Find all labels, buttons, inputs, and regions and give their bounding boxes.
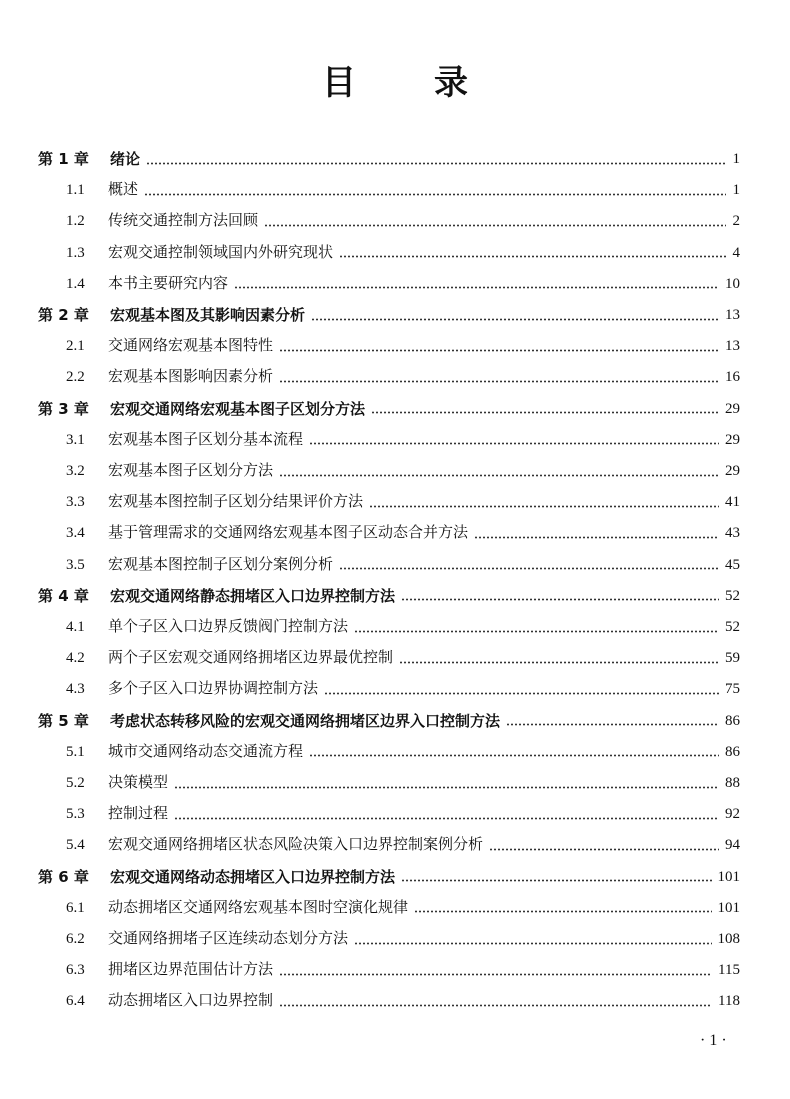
- toc-section-row[interactable]: [66, 799, 740, 829]
- toc-entry-title: 交通网络拥堵子区连续动态划分方法: [108, 931, 349, 947]
- dot-leader: [174, 785, 719, 789]
- dot-leader: [489, 847, 719, 851]
- dot-leader: [146, 161, 726, 165]
- toc-entry-page: 92: [725, 806, 740, 823]
- toc-entry-title: 宏观基本图控制子区划分案例分析: [108, 556, 334, 573]
- dot-leader: [339, 255, 726, 259]
- toc-section-row[interactable]: [66, 362, 740, 392]
- toc-chapter-row[interactable]: [38, 581, 740, 611]
- toc-entry-number: 6.3: [66, 962, 85, 979]
- toc-section-row[interactable]: [66, 269, 740, 299]
- toc-entry-number: 3.5: [66, 556, 85, 573]
- dot-leader: [174, 816, 719, 820]
- toc-entry-number: 3.3: [66, 494, 85, 511]
- toc-section-row[interactable]: [66, 456, 740, 486]
- dot-leader: [506, 723, 719, 727]
- dot-leader: [279, 473, 719, 477]
- dot-leader: [279, 1003, 712, 1007]
- toc-entry-title: 宏观交通网络动态拥堵区入口边界控制方法: [110, 867, 396, 886]
- toc-entry-number: 2.2: [66, 369, 85, 386]
- dot-leader: [264, 223, 726, 227]
- dot-leader: [369, 504, 719, 508]
- toc-entry-title: 本书主要研究内容: [108, 275, 229, 292]
- toc-entry-title: 单个子区入口边界反馈阀门控制方法: [108, 619, 349, 635]
- toc-entry-title: 宏观交通控制领域国内外研究现状: [108, 244, 334, 261]
- toc-section-row[interactable]: [66, 550, 740, 580]
- toc-section-row[interactable]: [66, 955, 740, 985]
- toc-entry-title: 基于管理需求的交通网络宏观基本图子区动态合并方法: [108, 525, 469, 542]
- toc-chapter-row[interactable]: [38, 706, 740, 736]
- toc-entry-number: 6.1: [66, 899, 85, 916]
- toc-entry-page: 10: [725, 275, 740, 292]
- toc-entry-title: 城市交通网络动态交通流方程: [108, 743, 304, 760]
- dot-leader: [474, 535, 719, 539]
- dot-leader: [234, 286, 719, 290]
- toc-entry-page: 59: [725, 650, 740, 667]
- dot-leader: [309, 754, 719, 758]
- toc-entry-page: 29: [725, 400, 740, 417]
- toc-entry-number: 5.4: [66, 837, 85, 854]
- toc-entry-page: 86: [725, 712, 740, 729]
- toc-entry-title: 概述: [108, 182, 139, 199]
- toc-section-row[interactable]: [66, 768, 740, 798]
- toc-entry-title: 宏观基本图控制子区划分结果评价方法: [108, 494, 364, 511]
- dot-leader: [311, 317, 719, 321]
- toc-section-row[interactable]: [66, 924, 740, 954]
- toc-entry-page: 45: [725, 556, 740, 573]
- toc-entry-title: 考虑状态转移风险的宏观交通网络拥堵区边界入口控制方法: [110, 711, 501, 730]
- toc-entry-page: 101: [717, 899, 740, 916]
- toc-entry-page: 4: [732, 244, 740, 261]
- dot-leader: [279, 379, 719, 383]
- dot-leader: [401, 598, 719, 602]
- toc-entry-title: 动态拥堵区交通网络宏观基本图时空演化规律: [108, 899, 409, 916]
- page-number: · 1 ·: [700, 1032, 727, 1049]
- toc-section-row[interactable]: [66, 238, 740, 268]
- toc-entry-page: 94: [725, 837, 740, 854]
- toc-entry-number: 5.2: [66, 775, 85, 791]
- toc-entry-number: 3.2: [66, 463, 85, 479]
- toc-entry-number: 4.1: [66, 619, 85, 635]
- toc-section-row[interactable]: [66, 674, 740, 704]
- toc-entry-title: 交通网络宏观基本图特性: [108, 338, 274, 355]
- dot-leader: [354, 941, 711, 945]
- toc-entry-page: 16: [725, 369, 740, 386]
- toc-entry-number: 第 4 章: [38, 586, 89, 605]
- toc-entry-number: 1.4: [66, 275, 85, 292]
- dot-leader: [399, 660, 719, 664]
- dot-leader: [144, 192, 726, 196]
- toc-entry-number: 4.2: [66, 650, 85, 667]
- toc-section-row[interactable]: [66, 425, 740, 455]
- toc-entry-number: 6.2: [66, 931, 85, 947]
- toc-entry-page: 108: [717, 931, 740, 947]
- toc-chapter-row[interactable]: [38, 394, 740, 424]
- toc-entry-number: 2.1: [66, 338, 85, 355]
- toc-entry-number: 3.4: [66, 525, 85, 542]
- toc-section-row[interactable]: [66, 643, 740, 673]
- toc-entry-number: 1.3: [66, 244, 85, 261]
- toc-entry-page: 52: [725, 619, 740, 635]
- dot-leader: [339, 567, 719, 571]
- toc-entry-title: 决策模型: [108, 775, 169, 791]
- dot-leader: [279, 348, 719, 352]
- toc-entry-number: 3.1: [66, 431, 85, 448]
- toc-section-row[interactable]: [66, 986, 740, 1016]
- toc-section-row[interactable]: [66, 893, 740, 923]
- toc-entry-number: 6.4: [66, 993, 85, 1010]
- toc-entry-title: 多个子区入口边界协调控制方法: [108, 681, 319, 698]
- title-char-1: 目: [322, 63, 356, 103]
- toc-entry-number: 第 6 章: [38, 867, 89, 886]
- dot-leader: [414, 910, 711, 914]
- toc-entry-title: 两个子区宏观交通网络拥堵区边界最优控制: [108, 650, 394, 667]
- toc-entry-title: 控制过程: [108, 806, 169, 823]
- toc-entry-number: 1.1: [66, 182, 85, 199]
- toc-entry-page: 86: [725, 743, 740, 760]
- toc-entry-page: 43: [725, 525, 740, 542]
- toc-entry-page: 1: [732, 182, 740, 199]
- toc-chapter-row[interactable]: [38, 862, 740, 892]
- dot-leader: [354, 629, 719, 633]
- toc-chapter-row[interactable]: [38, 300, 740, 330]
- toc-entry-page: 13: [725, 338, 740, 355]
- toc-section-row[interactable]: [66, 612, 740, 642]
- toc-entry-title: 宏观交通网络拥堵区状态风险决策入口边界控制案例分析: [108, 837, 484, 854]
- toc-entry-page: 13: [725, 307, 740, 323]
- toc-entry-page: 2: [732, 213, 740, 230]
- toc-entry-title: 动态拥堵区入口边界控制: [108, 993, 274, 1010]
- toc-entry-page: 29: [725, 431, 740, 448]
- toc-entry-page: 88: [725, 775, 740, 791]
- toc-section-row[interactable]: [66, 206, 740, 236]
- title-char-2: 录: [434, 63, 468, 103]
- toc-entry-title: 宏观交通网络宏观基本图子区划分方法: [110, 399, 366, 418]
- toc-entry-title: 宏观基本图子区划分基本流程: [108, 431, 304, 448]
- toc-entry-number: 1.2: [66, 213, 85, 230]
- dot-leader: [401, 879, 711, 883]
- toc-entry-page: 52: [725, 587, 740, 604]
- toc-entry-page: 101: [717, 868, 740, 885]
- toc-entry-number: 5.1: [66, 743, 85, 760]
- toc-entry-title: 传统交通控制方法回顾: [108, 213, 259, 230]
- toc-entry-number: 第 3 章: [38, 399, 89, 418]
- toc-section-row[interactable]: [66, 830, 740, 860]
- toc-entry-number: 4.3: [66, 681, 85, 698]
- toc-entry-title: 宏观基本图影响因素分析: [108, 369, 274, 386]
- dot-leader: [324, 691, 719, 695]
- toc-entry-title: 宏观基本图及其影响因素分析: [110, 306, 306, 324]
- page-title: [0, 55, 790, 104]
- toc-entry-title: 绪论: [110, 150, 141, 168]
- toc-entry-title: 宏观基本图子区划分方法: [108, 463, 274, 479]
- toc-section-row[interactable]: [66, 331, 740, 361]
- toc-entry-number: 第 2 章: [38, 306, 89, 324]
- toc-section-row[interactable]: [66, 518, 740, 548]
- toc-entry-title: 拥堵区边界范围估计方法: [108, 962, 274, 979]
- toc-chapter-row[interactable]: [38, 144, 740, 174]
- dot-leader: [279, 972, 712, 976]
- dot-leader: [371, 411, 719, 415]
- toc-entry-page: 115: [718, 962, 740, 979]
- toc-entry-number: 5.3: [66, 806, 85, 823]
- toc-entry-page: 75: [725, 681, 740, 698]
- toc-entry-title: 宏观交通网络静态拥堵区入口边界控制方法: [110, 586, 396, 605]
- toc-entry-page: 118: [718, 993, 740, 1010]
- toc-entry-page: 1: [732, 151, 740, 167]
- toc-entry-page: 29: [725, 463, 740, 479]
- toc-entry-page: 41: [725, 494, 740, 511]
- toc-section-row[interactable]: [66, 487, 740, 517]
- toc-entry-number: 第 5 章: [38, 711, 89, 730]
- dot-leader: [309, 442, 719, 446]
- toc-section-row[interactable]: [66, 175, 740, 205]
- toc-section-row[interactable]: [66, 737, 740, 767]
- toc-entry-number: 第 1 章: [38, 150, 89, 168]
